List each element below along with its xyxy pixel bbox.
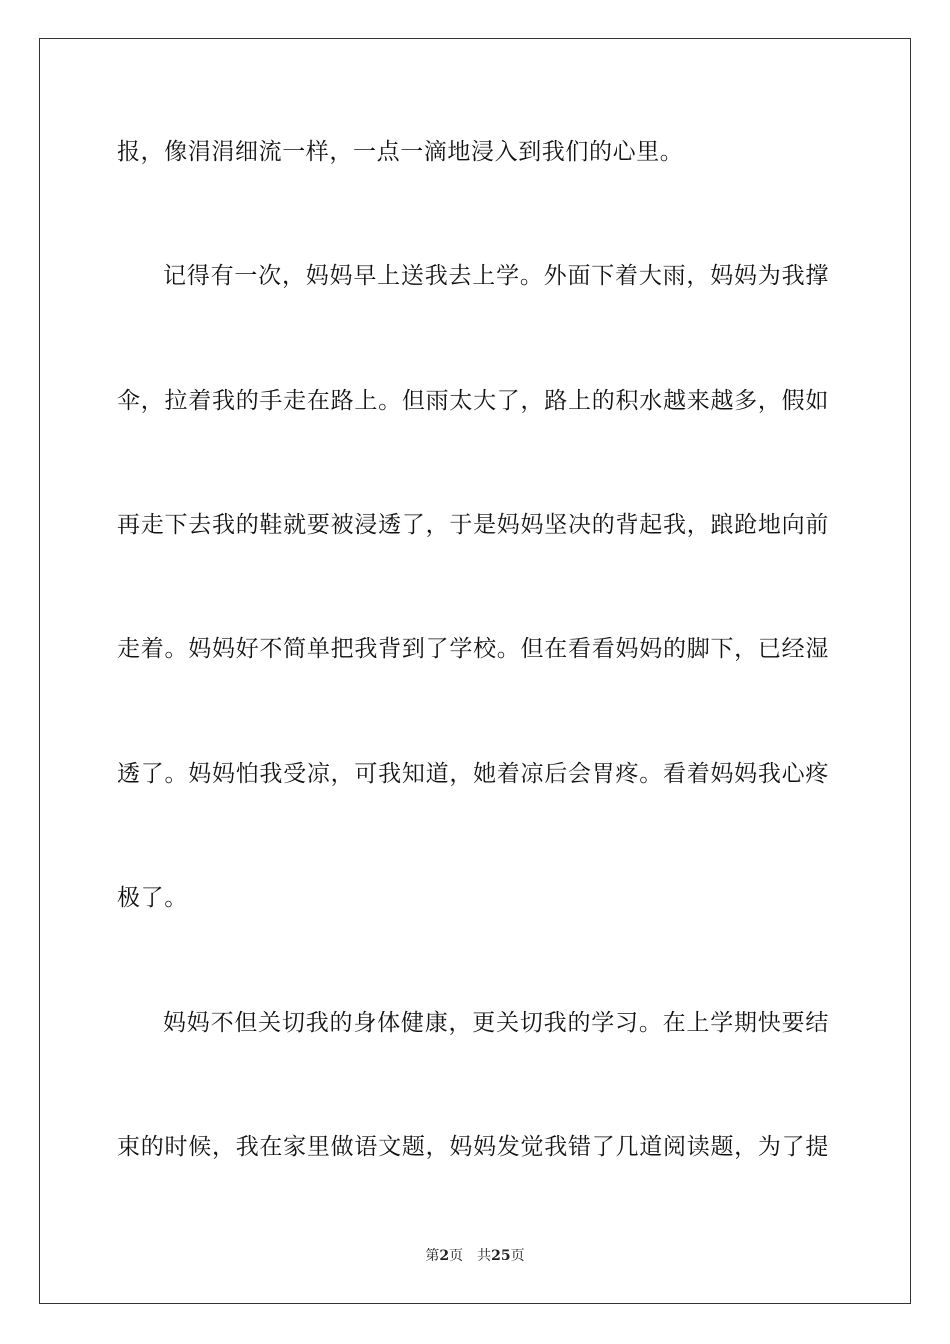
text-line-6: 透了。妈妈怕我受凉，可我知道，她着凉后会胃疼。看着妈妈我心疼 [117, 761, 829, 787]
text-line-7: 极了。 [117, 885, 188, 911]
text-line-1: 报，像涓涓细流一样，一点一滴地浸入到我们的心里。 [117, 139, 684, 165]
page-number: 2 [439, 1248, 450, 1264]
total-prefix: 共 [477, 1248, 492, 1264]
text-line-2: 记得有一次，妈妈早上送我去上学。外面下着大雨，妈妈为我撑 [163, 263, 829, 289]
total-pages: 25 [491, 1248, 511, 1264]
text-line-4: 再走下去我的鞋就要被浸透了，于是妈妈坚决的背起我，踉跄地向前 [117, 512, 829, 538]
page-unit: 页 [449, 1248, 464, 1264]
total-unit: 页 [510, 1248, 525, 1264]
page-prefix: 第 [425, 1248, 440, 1264]
page-footer [0, 1246, 950, 1266]
text-line-8: 妈妈不但关切我的身体健康，更关切我的学习。在上学期快要结 [163, 1010, 829, 1036]
text-line-5: 走着。妈妈好不简单把我背到了学校。但在看看妈妈的脚下，已经湿 [117, 636, 829, 662]
text-line-3: 伞，拉着我的手走在路上。但雨太大了，路上的积水越来越多，假如 [117, 388, 829, 414]
text-line-9: 束的时候，我在家里做语文题，妈妈发觉我错了几道阅读题，为了提 [117, 1134, 829, 1160]
page-frame [39, 38, 911, 1304]
